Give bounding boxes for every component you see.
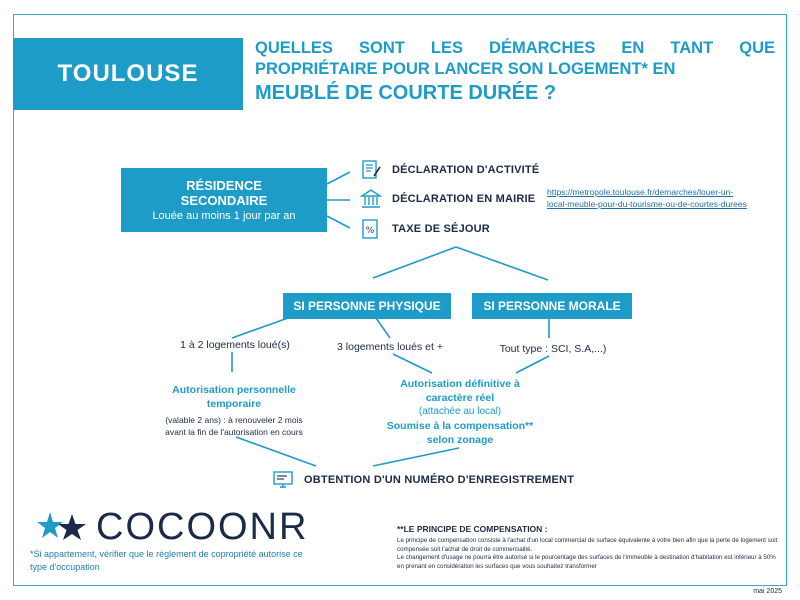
branch-physique-label: SI PERSONNE PHYSIQUE bbox=[293, 299, 441, 313]
auth-def-detail: (attachée au local) bbox=[418, 406, 502, 417]
mairie-link-line-1[interactable]: https://metropole.toulouse.fr/demarches/louer-un- bbox=[547, 187, 734, 197]
document-icon bbox=[360, 159, 382, 181]
compensation-heading: **LE PRINCIPE DE COMPENSATION : bbox=[397, 524, 548, 534]
auth-temp-title-1: Autorisation personnelle bbox=[172, 384, 296, 396]
connector-def-final bbox=[373, 448, 459, 466]
one-two-label: 1 à 2 logements loué(s) bbox=[180, 339, 290, 351]
auth-def-comp-1: Soumise à la compensation** bbox=[386, 420, 534, 432]
branch-physique-box bbox=[283, 293, 451, 319]
auth-temp-detail-2: avant la fin de l'autorisation en cours bbox=[165, 427, 303, 437]
footnote-line-1: *Si appartement, vérifier que le règlement de copropriété autorise ce bbox=[30, 549, 303, 559]
brand-logo bbox=[36, 506, 308, 549]
three-plus-label: 3 logements loués et + bbox=[337, 341, 443, 353]
compensation-box bbox=[397, 524, 780, 571]
date-label: mai 2025 bbox=[753, 588, 782, 595]
all-types-label: Tout type : SCI, S.A,...) bbox=[499, 343, 607, 355]
auth-def-title-1: Autorisation définitive à bbox=[400, 378, 520, 390]
connector-split-left bbox=[373, 247, 456, 278]
title-line-3: MEUBLÉ DE COURTE DURÉE ? bbox=[255, 82, 557, 104]
step-label: DÉCLARATION D'ACTIVITÉ bbox=[392, 164, 540, 176]
compensation-paragraph-2: Le changement d'usage ne pourra être autorisé si le pourcentage des surfaces de l'immeuble à destination d'habitation est inférieur à 50% en prenant en considération les surfaces que vous souhaitez transformer bbox=[397, 554, 776, 570]
step-label: TAXE DE SÉJOUR bbox=[392, 223, 490, 235]
branch-morale-label: SI PERSONNE MORALE bbox=[483, 299, 621, 313]
residence-title-2: SECONDAIRE bbox=[180, 193, 268, 208]
city-label: TOULOUSE bbox=[57, 60, 199, 87]
connector-residence-step1 bbox=[327, 172, 350, 184]
residence-subtitle: Louée au moins 1 jour par an bbox=[152, 210, 296, 222]
footnote bbox=[30, 548, 330, 574]
final-label: OBTENTION D'UN NUMÉRO D'ENREGISTREMENT bbox=[304, 474, 575, 486]
connector-three-down bbox=[393, 354, 432, 373]
auth-def-title-2: caractère réel bbox=[425, 392, 495, 404]
auth-def-block bbox=[380, 377, 540, 447]
step-declaration-mairie bbox=[360, 188, 535, 210]
footnote-line-2: type d'occupation bbox=[30, 562, 100, 572]
auth-def-comp-2: selon zonage bbox=[426, 434, 494, 446]
final-step bbox=[272, 469, 574, 491]
mairie-link-line-2[interactable]: local-meuble-pour-du-tourisme-ou-de-courtes-durees bbox=[547, 199, 747, 209]
compensation-paragraph-1: Le principe de compensation consiste à l'achat d'un local commercial de surface équivalente à votre bien afin que la perte de logement soit compensée soit l'achat de droit de commercialité. bbox=[397, 537, 778, 553]
city-hall-icon bbox=[360, 188, 382, 210]
connector-physique-left bbox=[232, 318, 288, 338]
residence-box bbox=[121, 168, 327, 232]
step-label: DÉCLARATION EN MAIRIE bbox=[392, 193, 536, 205]
computer-icon bbox=[272, 469, 294, 491]
connector-residence-step3 bbox=[327, 216, 350, 228]
auth-temp-title-2: temporaire bbox=[206, 398, 262, 410]
connector-split-right bbox=[456, 247, 548, 280]
connector-physique-right bbox=[376, 318, 390, 338]
auth-temp-detail-1: (valable 2 ans) : à renouveler 2 mois bbox=[165, 415, 303, 425]
brand-name: COCOONR bbox=[96, 506, 309, 548]
auth-temp-block bbox=[136, 383, 332, 438]
connector-morale-auth bbox=[516, 356, 549, 373]
svg-text:%: % bbox=[365, 226, 375, 236]
title-line-2: PROPRIÉTAIRE POUR LANCER SON LOGEMENT* EN bbox=[255, 60, 676, 78]
residence-title-1: RÉSIDENCE bbox=[186, 178, 262, 193]
tax-icon bbox=[360, 218, 382, 240]
title-line-1: QUELLES SONT LES DÉMARCHES EN TANT QUE bbox=[255, 39, 775, 57]
star-logo-icon bbox=[36, 508, 92, 548]
connector-temp-final bbox=[236, 437, 316, 466]
step-declaration-activite bbox=[360, 159, 539, 181]
mairie-link[interactable] bbox=[547, 186, 777, 210]
step-taxe-sejour bbox=[360, 218, 490, 240]
branch-morale-box bbox=[472, 293, 632, 319]
